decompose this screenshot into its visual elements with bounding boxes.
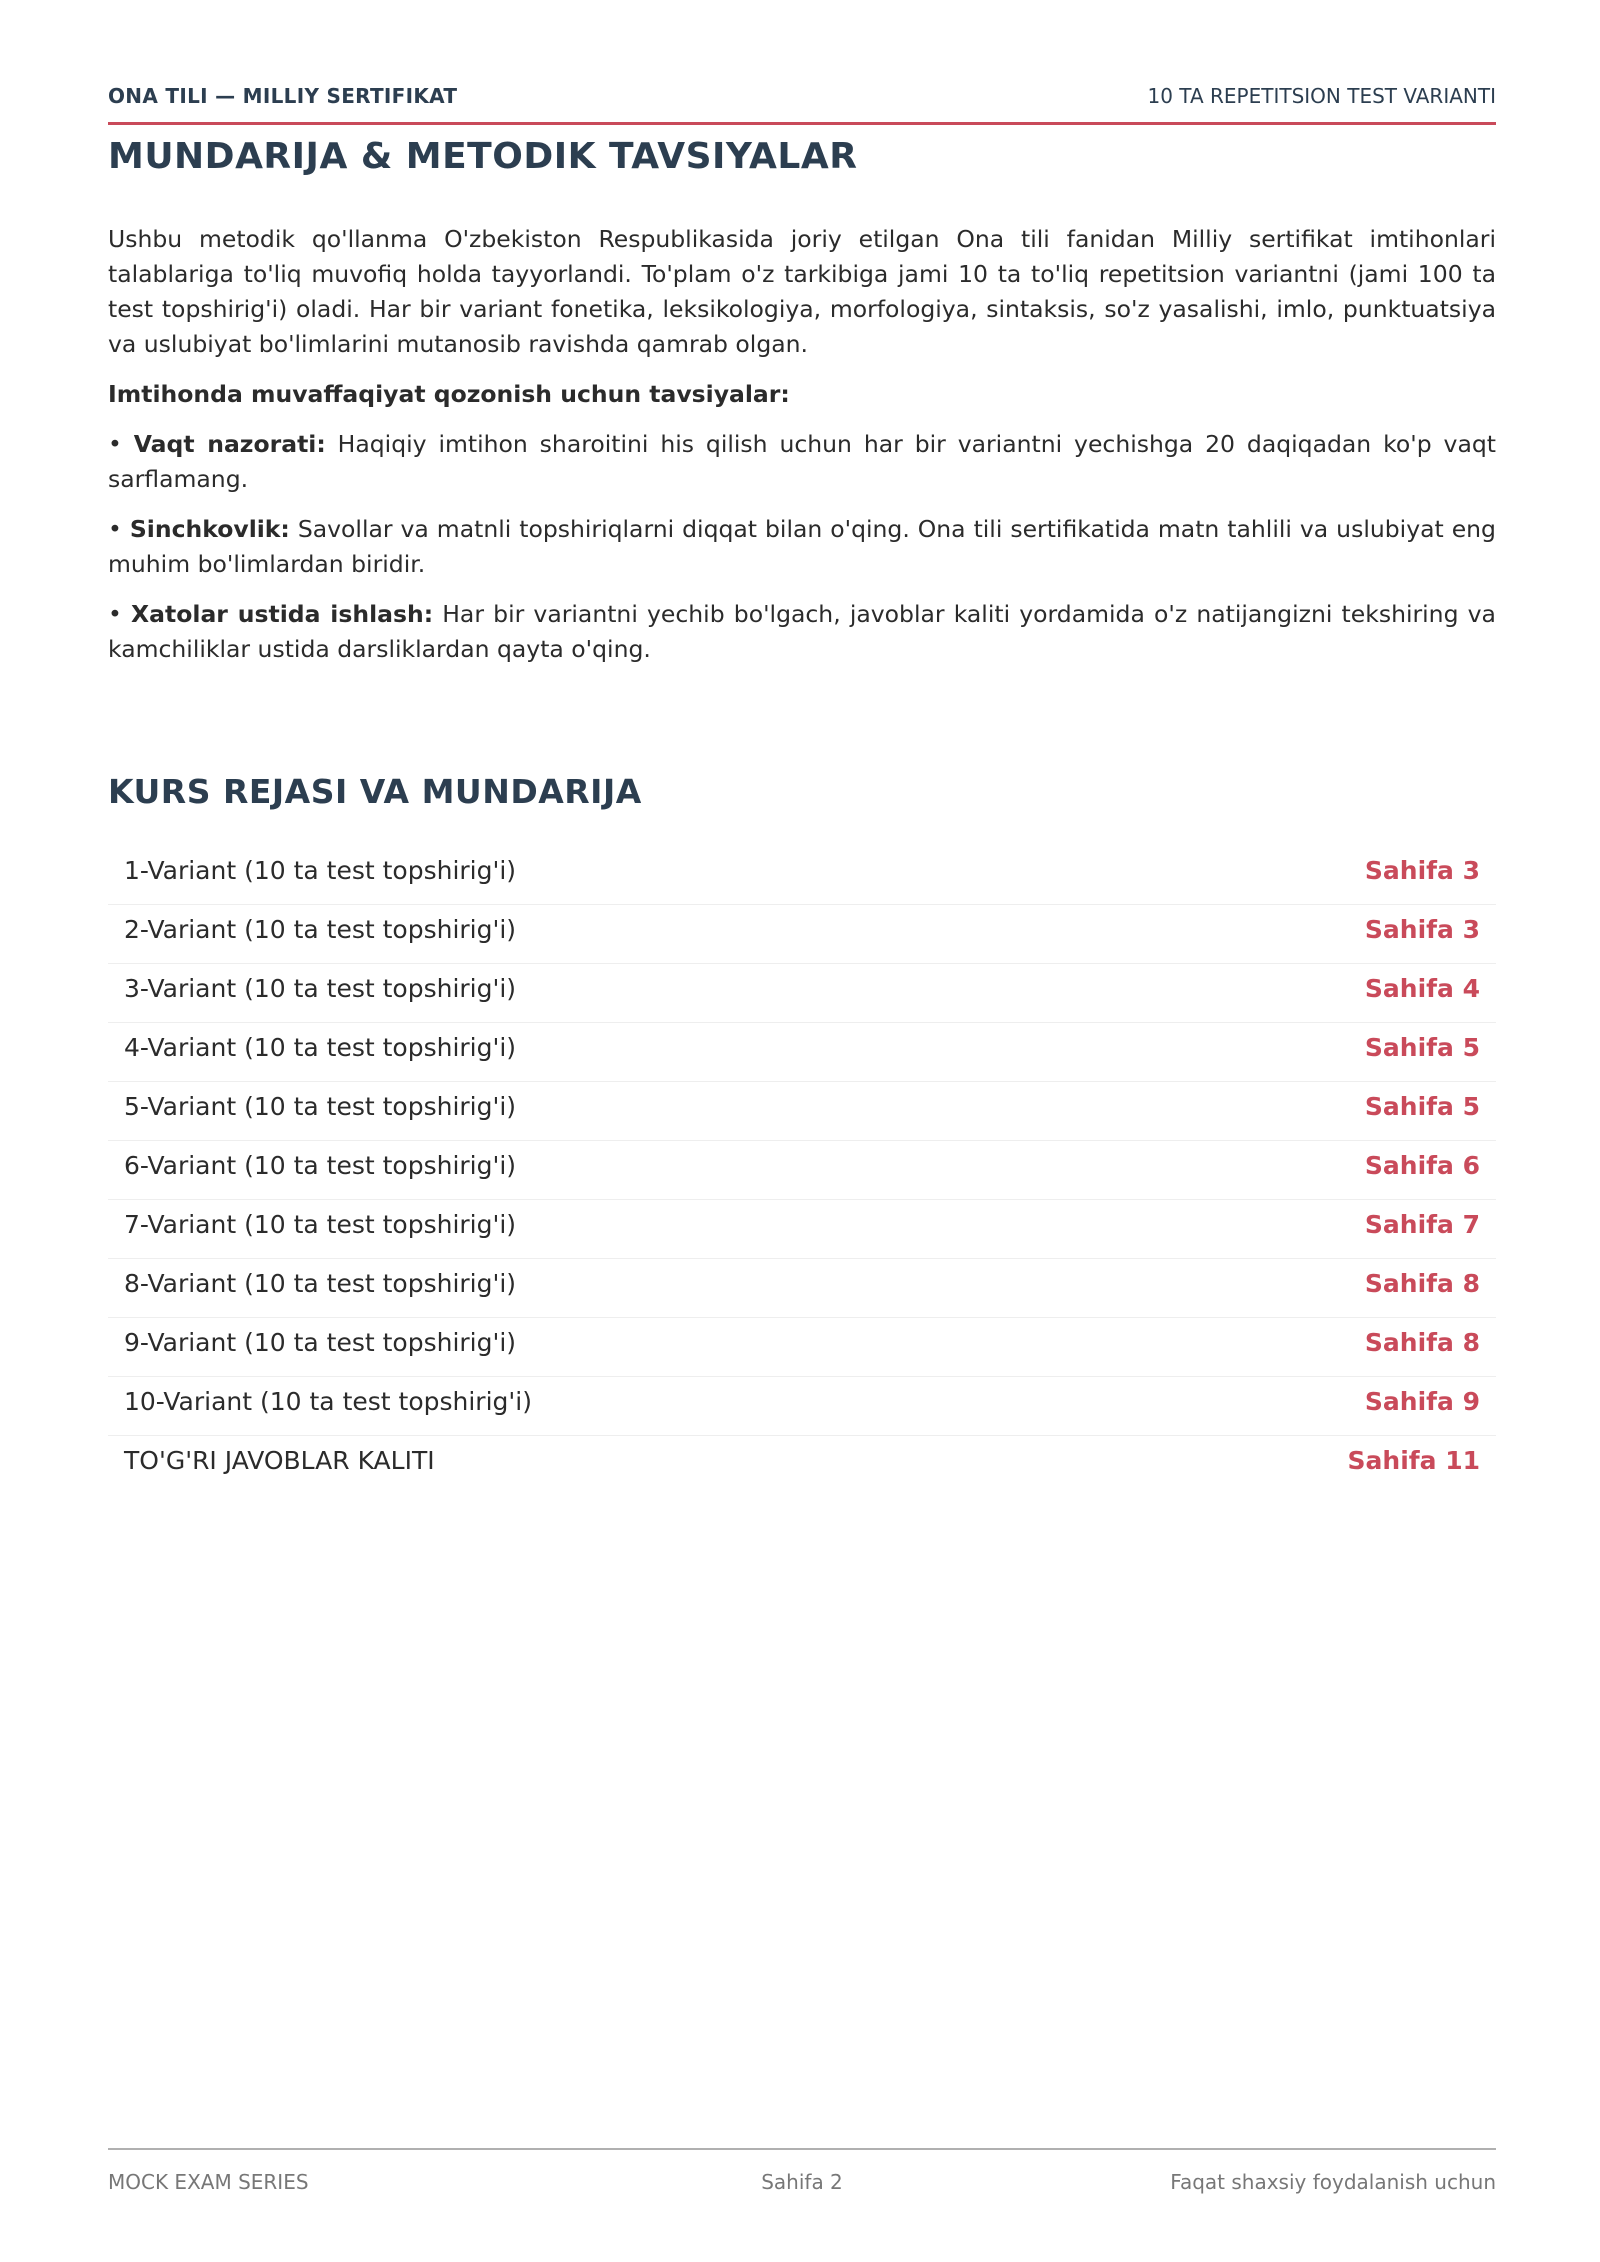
toc-page-number: Sahifa 3 [1364, 915, 1480, 944]
toc-page-number: Sahifa 4 [1364, 974, 1480, 1003]
toc-row[interactable] [108, 905, 1496, 964]
toc-row[interactable] [108, 1023, 1496, 1082]
methodology-section [108, 222, 1496, 682]
bullet: • [108, 600, 122, 628]
toc-label: 2-Variant (10 ta test topshirig'i) [124, 915, 517, 944]
toc-row[interactable] [108, 1318, 1496, 1377]
toc-page-number: Sahifa 11 [1347, 1446, 1480, 1475]
toc-page-number: Sahifa 8 [1364, 1269, 1480, 1298]
toc-page-number: Sahifa 6 [1364, 1151, 1480, 1180]
toc-page-number: Sahifa 5 [1364, 1033, 1480, 1062]
tip-label: Vaqt nazorati: [133, 430, 326, 458]
toc-page-number: Sahifa 5 [1364, 1092, 1480, 1121]
toc-label: 8-Variant (10 ta test topshirig'i) [124, 1269, 517, 1298]
tip-label: Xatolar ustida ishlash: [131, 600, 434, 628]
toc-page-number: Sahifa 9 [1364, 1387, 1480, 1416]
toc-label: 4-Variant (10 ta test topshirig'i) [124, 1033, 517, 1062]
toc-label: 1-Variant (10 ta test topshirig'i) [124, 856, 517, 885]
toc-label: 5-Variant (10 ta test topshirig'i) [124, 1092, 517, 1121]
bullet: • [108, 430, 122, 458]
toc-row[interactable] [108, 1436, 1496, 1494]
toc-row[interactable] [108, 1141, 1496, 1200]
toc-page-number: Sahifa 7 [1364, 1210, 1480, 1239]
tip-item [108, 512, 1496, 582]
tip-text: Savollar va matnli topshiriqlarni diqqat bilan o'qing. Ona tili sertifikatida matn tahlili va uslubiyat eng muhim bo'limlardan biridir. [108, 515, 1496, 578]
header-series: 10 TA REPETITSION TEST VARIANTI [1147, 84, 1496, 108]
tip-label: Sinchkovlik: [129, 515, 290, 543]
tip-item [108, 597, 1496, 667]
toc-row[interactable] [108, 1259, 1496, 1318]
header-subject: ONA TILI — MILLIY SERTIFIKAT [108, 84, 458, 108]
tip-text: Har bir variantni yechib bo'lgach, javoblar kaliti yordamida o'z natijangizni tekshiring va kamchiliklar ustida darsliklardan qayta o'qing. [108, 600, 1496, 663]
intro-paragraph: Ushbu metodik qo'llanma O'zbekiston Respublikasida joriy etilgan Ona tili fanidan Milliy sertifikat imtihonlari talablariga to'liq muvofiq holda tayyorlandi. To'plam o'z tarkibiga jami 10 ta to'liq repetitsion variantni (jami 100 ta test topshirig'i) oladi. Har bir variant fonetika, leksikologiya, morfologiya, sintaksis, so'z yasalishi, imlo, punktuatsiya va uslubiyat bo'limlarini mutanosib ravishda qamrab olgan. [108, 225, 1496, 358]
footer-usage-note: Faqat shaxsiy foydalanish uchun [1170, 2170, 1496, 2194]
footer-series: MOCK EXAM SERIES [108, 2170, 309, 2194]
toc-label: 3-Variant (10 ta test topshirig'i) [124, 974, 517, 1003]
toc-label: 6-Variant (10 ta test topshirig'i) [124, 1151, 517, 1180]
tip-text: Haqiqiy imtihon sharoitini his qilish uchun har bir variantni yechishga 20 daqiqadan ko'p vaqt sarflamang. [108, 430, 1496, 493]
tips-heading: Imtihonda muvaffaqiyat qozonish uchun tavsiyalar: [108, 380, 790, 408]
toc-title: KURS REJASI VA MUNDARIJA [108, 772, 642, 811]
toc-page-number: Sahifa 8 [1364, 1328, 1480, 1357]
bullet: • [108, 515, 122, 543]
toc-row[interactable] [108, 1377, 1496, 1436]
toc-row[interactable] [108, 846, 1496, 905]
toc-label: 7-Variant (10 ta test topshirig'i) [124, 1210, 517, 1239]
page-header [108, 80, 1496, 125]
toc-row[interactable] [108, 1200, 1496, 1259]
toc-row[interactable] [108, 964, 1496, 1023]
table-of-contents [108, 846, 1496, 1494]
footer-page-number: Sahifa 2 [761, 2170, 843, 2194]
toc-label: 10-Variant (10 ta test topshirig'i) [124, 1387, 532, 1416]
toc-label: TO'G'RI JAVOBLAR KALITI [124, 1446, 435, 1475]
toc-label: 9-Variant (10 ta test topshirig'i) [124, 1328, 517, 1357]
page-title: MUNDARIJA & METODIK TAVSIYALAR [108, 136, 858, 177]
tip-item [108, 427, 1496, 497]
toc-row[interactable] [108, 1082, 1496, 1141]
document-page [108, 0, 1496, 2262]
page-footer [108, 2148, 1496, 2194]
toc-page-number: Sahifa 3 [1364, 856, 1480, 885]
